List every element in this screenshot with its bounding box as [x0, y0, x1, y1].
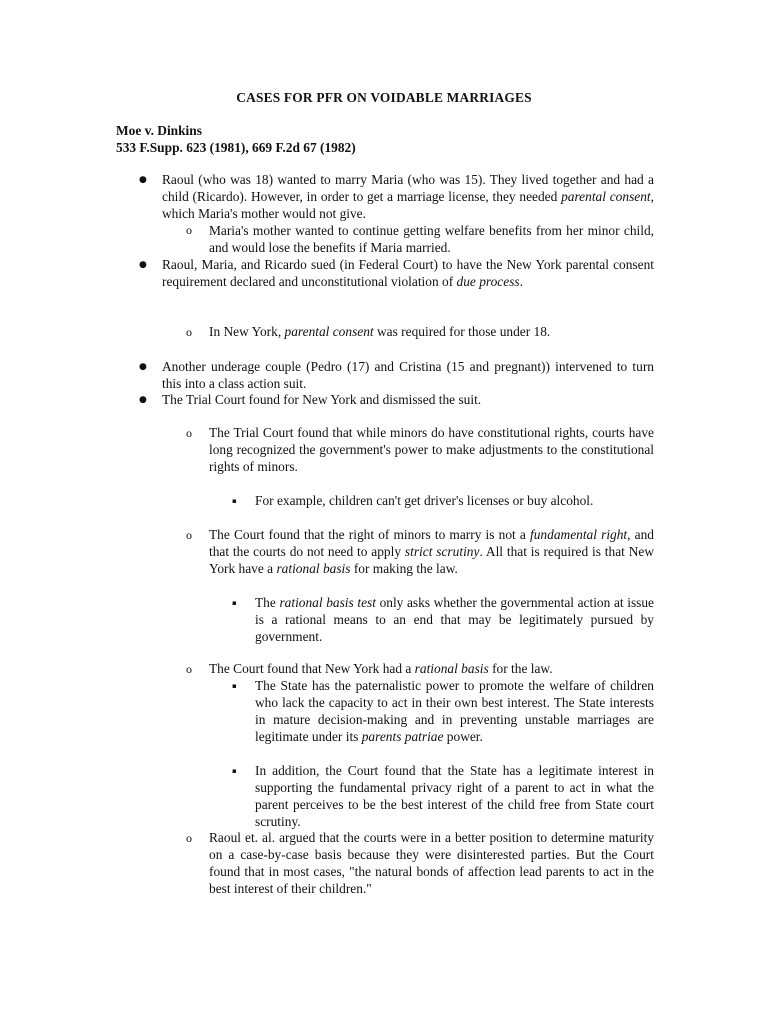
- list-item: The Court found that New York had a rational basis for the law.: [209, 661, 553, 676]
- list-item: Raoul, Maria, and Ricardo sued (in Federal Court) to have the New York parental consent requirement declared and unconstitutional violation of due process.: [162, 257, 654, 289]
- list-item: The Trial Court found that while minors do have constitutional rights, courts have long recognized the government's power to make adjustments to the constitutional rights of minors.: [209, 425, 654, 474]
- bullet-circle-icon: o: [186, 426, 192, 440]
- list-item: In New York, parental consent was required for those under 18.: [209, 324, 551, 339]
- bullet-dot-icon: ●: [139, 175, 147, 185]
- bullet-square-icon: ▪: [232, 497, 237, 505]
- bullet-dot-icon: ●: [139, 362, 147, 372]
- bullet-circle-icon: o: [186, 662, 192, 676]
- list-item: Maria's mother wanted to continue getting welfare benefits from her minor child, and would lose the benefits if Maria married.: [209, 223, 654, 255]
- case-name: Moe v. Dinkins: [116, 123, 202, 138]
- list-item: Raoul et. al. argued that the courts were in a better position to determine maturity on a case-by-case basis because they were disinterested parties. But the Court found that in most cases, "the natural bonds of affection lead parents to act in the best interest of their children.": [209, 830, 654, 896]
- bullet-square-icon: ▪: [232, 599, 237, 607]
- page-title: CASES FOR PFR ON VOIDABLE MARRIAGES: [236, 90, 532, 105]
- list-item: The Court found that the right of minors to marry is not a fundamental right, and that the courts do not need to apply strict scrutiny. All that is required is that New York have a rational basis for making the law.: [209, 527, 655, 576]
- list-item: The State has the paternalistic power to promote the welfare of children who lack the capacity to act in their own best interest. The State interests in mature decision-making and in preventing unstable marriages are legitimate under its parents patriae power.: [255, 678, 654, 744]
- list-item: Raoul (who was 18) wanted to marry Maria (who was 15). They lived together and had a child (Ricardo). However, in order to get a marriage license, they needed parental consent, which Maria's mother would not give.: [162, 172, 654, 221]
- bullet-square-icon: ▪: [232, 682, 237, 690]
- list-item: The Trial Court found for New York and dismissed the suit.: [162, 392, 482, 407]
- bullet-dot-icon: ●: [139, 260, 147, 270]
- list-item: Another underage couple (Pedro (17) and Cristina (15 and pregnant)) intervened to turn this into a class action suit.: [162, 359, 654, 391]
- list-item: In addition, the Court found that the State has a legitimate interest in supporting the fundamental privacy right of a parent to act in what the parent perceives to be the best interest of the child free from State court scrutiny.: [255, 763, 654, 829]
- bullet-square-icon: ▪: [232, 767, 237, 775]
- bullet-circle-icon: o: [186, 831, 192, 845]
- case-citation: 533 F.Supp. 623 (1981), 669 F.2d 67 (1982): [116, 140, 356, 155]
- bullet-circle-icon: o: [186, 325, 192, 339]
- bullet-dot-icon: ●: [139, 395, 147, 405]
- list-item: For example, children can't get driver's licenses or buy alcohol.: [255, 493, 594, 508]
- bullet-circle-icon: o: [186, 223, 192, 237]
- bullet-circle-icon: o: [186, 528, 192, 542]
- list-item: The rational basis test only asks whether the governmental action at issue is a rational means to an end that may be legitimately pursued by government.: [255, 595, 654, 644]
